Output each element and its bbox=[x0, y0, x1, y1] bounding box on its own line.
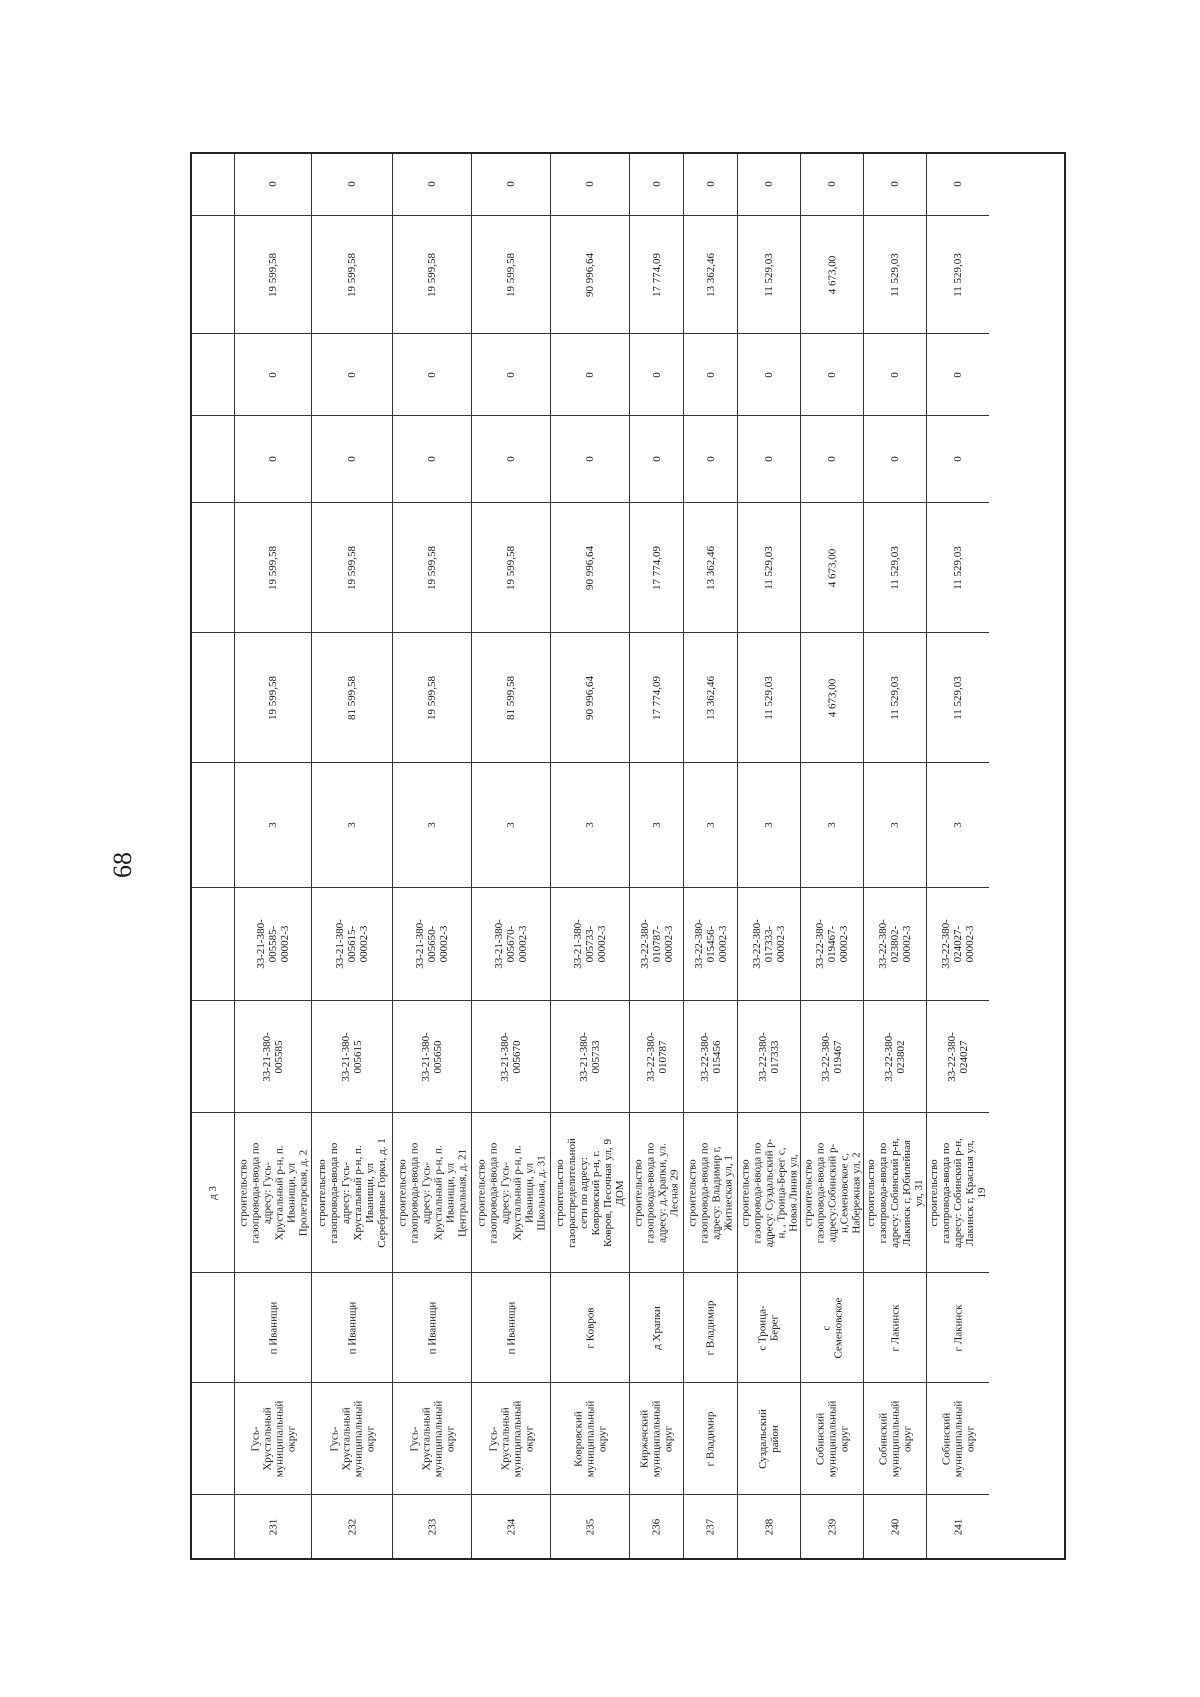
description-cell: строительство газопровода-ввода по адресу:Собинский р- н,Семеновское с, Набережная ул, 2 bbox=[801, 1112, 863, 1272]
value-2-cell: 19 599,58 bbox=[235, 502, 311, 632]
category-cell: 3 bbox=[738, 762, 800, 887]
table-row bbox=[392, 154, 471, 1558]
district-cell: Гусь- Хрустальный муниципальный округ bbox=[312, 1382, 392, 1494]
district-cell: Ковровский муниципальный округ bbox=[551, 1382, 629, 1494]
locality-cell: п Иванищи bbox=[393, 1272, 471, 1382]
description-cell: строительство газопровода-ввода по адресу: Гусь- Хрустальный р-н, п. Иванищи, ул Школьная, д. 31 bbox=[472, 1112, 550, 1272]
value-5-cell: 19 599,58 bbox=[472, 215, 550, 333]
description-cell: строительство газопровода-ввода по адресу: Гусь- Хрустальный р-н, п. Иванищи, ул Центральная, д. 21 bbox=[393, 1112, 471, 1272]
value-6-cell: 0 bbox=[826, 180, 838, 187]
locality-cell: с Семеновское bbox=[801, 1272, 863, 1382]
value-3-cell: 0 bbox=[235, 415, 311, 502]
row-number: 237 bbox=[684, 1494, 737, 1558]
district-cell: Собинский муниципальный округ bbox=[864, 1382, 926, 1494]
locality-cell bbox=[192, 1272, 234, 1382]
row-number: 235 bbox=[551, 1494, 629, 1558]
category-cell bbox=[192, 762, 234, 887]
category-cell: 3 bbox=[551, 762, 629, 887]
value-4-cell: 0 bbox=[551, 333, 629, 415]
code-cell: 33-21-380- 005585 bbox=[235, 1000, 311, 1112]
value-3-cell: 0 bbox=[630, 415, 683, 502]
category-cell: 3 bbox=[235, 762, 311, 887]
value-1-cell: 11 529,03 bbox=[927, 632, 989, 762]
table-row bbox=[629, 154, 683, 1558]
value-4-cell: 0 bbox=[312, 333, 392, 415]
value-5-cell: 11 529,03 bbox=[738, 215, 800, 333]
value-2-cell: 4 673,00 bbox=[801, 502, 863, 632]
description-cell: строительство газораспределительной сети по адресу: Ковровский р-н, г. Ковров, Песочная ул, 9 ДОМ bbox=[551, 1112, 629, 1272]
value-6-cell: 0 bbox=[426, 180, 438, 187]
value-4-cell: 0 bbox=[630, 333, 683, 415]
row-number: 233 bbox=[393, 1494, 471, 1558]
table-row bbox=[863, 154, 926, 1558]
value-4-cell bbox=[192, 333, 234, 415]
value-5-cell: 19 599,58 bbox=[235, 215, 311, 333]
code-cell: 33-22-380- 024027 bbox=[927, 1000, 989, 1112]
value-6-cell: 0 bbox=[763, 180, 775, 187]
value-6-cell: 0 bbox=[704, 180, 717, 187]
row-number bbox=[192, 1494, 234, 1558]
table-row bbox=[550, 154, 629, 1558]
value-1-cell: 81 599,58 bbox=[312, 632, 392, 762]
category-cell: 3 bbox=[312, 762, 392, 887]
value-2-cell: 11 529,03 bbox=[864, 502, 926, 632]
district-cell: Гусь- Хрустальный муниципальный округ bbox=[235, 1382, 311, 1494]
code-cell bbox=[192, 1000, 234, 1112]
header-text: д 3 bbox=[206, 1185, 219, 1200]
code-cell: 33-22-380- 017333 bbox=[738, 1000, 800, 1112]
row-number: 240 bbox=[864, 1494, 926, 1558]
value-4-cell: 0 bbox=[927, 333, 989, 415]
value-6-cell: 0 bbox=[889, 180, 901, 187]
locality-cell: д Храпки bbox=[630, 1272, 683, 1382]
value-1-cell: 17 774,09 bbox=[630, 632, 683, 762]
category-cell: 3 bbox=[630, 762, 683, 887]
full-code-cell: 33-22-380- 024027- 00002-3 bbox=[927, 887, 989, 1000]
description-cell: строительство газопровода-ввода по адресу: д.Храпки, ул. Лесная 29 bbox=[630, 1112, 683, 1272]
full-code-cell: 33-21-380- 005670- 00002-3 bbox=[472, 887, 550, 1000]
value-3-cell: 0 bbox=[393, 415, 471, 502]
value-1-cell: 11 529,03 bbox=[864, 632, 926, 762]
district-cell: Суздальский район bbox=[738, 1382, 800, 1494]
description-cell: строительство газопровода-ввода по адресу: Гусь- Хрустальный р-н, п. Иванищи, ул Пролетарская, д. 2 bbox=[235, 1112, 311, 1272]
value-2-cell: 19 599,58 bbox=[472, 502, 550, 632]
district-cell: Собинский муниципальный округ bbox=[927, 1382, 989, 1494]
gasification-table bbox=[190, 152, 1066, 1560]
value-4-cell: 0 bbox=[738, 333, 800, 415]
description-cell: строительство газопровода-ввода по адресу: Собинский р-н, Лакинск г, Красная ул, 19 bbox=[927, 1112, 989, 1272]
value-3-cell: 0 bbox=[864, 415, 926, 502]
value-5-cell: 4 673,00 bbox=[801, 215, 863, 333]
locality-cell: г Владимир bbox=[684, 1272, 737, 1382]
value-4-cell: 0 bbox=[801, 333, 863, 415]
value-6-cell bbox=[192, 152, 234, 215]
full-code-cell: 33-21-380- 005650- 00002-3 bbox=[393, 887, 471, 1000]
value-6-cell: 0 bbox=[584, 180, 596, 187]
full-code-cell: 33-22-380- 010787- 00002-3 bbox=[630, 887, 683, 1000]
value-1-cell: 11 529,03 bbox=[738, 632, 800, 762]
value-3-cell: 0 bbox=[801, 415, 863, 502]
value-2-cell: 11 529,03 bbox=[738, 502, 800, 632]
full-code-cell bbox=[192, 887, 234, 1000]
value-4-cell: 0 bbox=[684, 333, 737, 415]
value-6-cell: 0 bbox=[952, 180, 964, 187]
district-cell: Киржачский муниципальный округ bbox=[630, 1382, 683, 1494]
value-6-cell: 0 bbox=[650, 180, 663, 187]
full-code-cell: 33-22-380- 023802- 00002-3 bbox=[864, 887, 926, 1000]
value-2-cell: 19 599,58 bbox=[312, 502, 392, 632]
value-1-cell: 19 599,58 bbox=[393, 632, 471, 762]
description-cell: строительство газопровода-ввода по адресу: Собинский р-н, Лакинск г, Юбилейная ул, 31 bbox=[864, 1112, 926, 1272]
table-row bbox=[234, 154, 311, 1558]
table-row bbox=[471, 154, 550, 1558]
value-5-cell: 19 599,58 bbox=[312, 215, 392, 333]
description-cell: строительство газопровода-ввода по адресу: Гусь- Хрустальный р-н, п. Иванищи, ул Серебряные Горки, д. 1 bbox=[312, 1112, 392, 1272]
category-cell: 3 bbox=[927, 762, 989, 887]
table-row bbox=[926, 154, 989, 1558]
locality-cell: г Ковров bbox=[551, 1272, 629, 1382]
code-cell: 33-21-380- 005615 bbox=[312, 1000, 392, 1112]
row-number: 239 bbox=[801, 1494, 863, 1558]
value-2-cell: 90 996,64 bbox=[551, 502, 629, 632]
full-code-cell: 33-22-380- 019467- 00002-3 bbox=[801, 887, 863, 1000]
locality-cell: г Лакинск bbox=[864, 1272, 926, 1382]
value-3-cell: 0 bbox=[738, 415, 800, 502]
code-cell: 33-22-380- 015456 bbox=[684, 1000, 737, 1112]
table-row bbox=[737, 154, 800, 1558]
page-number: 68 bbox=[108, 852, 137, 878]
value-1-cell: 90 996,64 bbox=[551, 632, 629, 762]
row-number: 241 bbox=[927, 1494, 989, 1558]
value-5-cell: 11 529,03 bbox=[864, 215, 926, 333]
value-3-cell: 0 bbox=[312, 415, 392, 502]
code-cell: 33-21-380- 005670 bbox=[472, 1000, 550, 1112]
value-3-cell: 0 bbox=[472, 415, 550, 502]
code-cell: 33-22-380- 010787 bbox=[630, 1000, 683, 1112]
category-cell: 3 bbox=[472, 762, 550, 887]
category-cell: 3 bbox=[864, 762, 926, 887]
value-5-cell bbox=[192, 215, 234, 333]
value-5-cell: 11 529,03 bbox=[927, 215, 989, 333]
locality-cell: г Лакинск bbox=[927, 1272, 989, 1382]
code-cell: 33-21-380- 005733 bbox=[551, 1000, 629, 1112]
full-code-cell: 33-21-380- 005615- 00002-3 bbox=[312, 887, 392, 1000]
value-4-cell: 0 bbox=[864, 333, 926, 415]
table-row bbox=[683, 154, 737, 1558]
district-cell: Гусь- Хрустальный муниципальный округ bbox=[472, 1382, 550, 1494]
value-2-cell bbox=[192, 502, 234, 632]
locality-cell: п Иванищи bbox=[235, 1272, 311, 1382]
locality-cell: с Троица- Берег bbox=[738, 1272, 800, 1382]
full-code-cell: 33-21-380- 005585- 00002-3 bbox=[235, 887, 311, 1000]
district-cell: Собинский муниципальный округ bbox=[801, 1382, 863, 1494]
row-number: 232 bbox=[312, 1494, 392, 1558]
value-6-cell: 0 bbox=[505, 180, 517, 187]
value-1-cell: 13 362,46 bbox=[684, 632, 737, 762]
code-cell: 33-22-380- 023802 bbox=[864, 1000, 926, 1112]
description-cell bbox=[192, 1112, 234, 1272]
table-row bbox=[800, 154, 863, 1558]
value-2-cell: 11 529,03 bbox=[927, 502, 989, 632]
locality-cell: п Иванищи bbox=[312, 1272, 392, 1382]
value-4-cell: 0 bbox=[235, 333, 311, 415]
district-cell bbox=[192, 1382, 234, 1494]
locality-cell: п Иванищи bbox=[472, 1272, 550, 1382]
value-1-cell: 81 599,58 bbox=[472, 632, 550, 762]
value-1-cell bbox=[192, 632, 234, 762]
description-cell: строительство газопровода-ввода по адресу: Суздальский р- н, , Троица-Берег с, Новая Линия ул, bbox=[738, 1112, 800, 1272]
value-3-cell bbox=[192, 415, 234, 502]
description-cell: строительство газопровода-ввода по адресу: Владимир г, Житнеская ул, 1 bbox=[684, 1112, 737, 1272]
value-4-cell: 0 bbox=[393, 333, 471, 415]
row-number: 234 bbox=[472, 1494, 550, 1558]
full-code-cell: 33-22-380- 017333- 00002-3 bbox=[738, 887, 800, 1000]
code-cell: 33-22-380- 019467 bbox=[801, 1000, 863, 1112]
value-1-cell: 19 599,58 bbox=[235, 632, 311, 762]
full-code-cell: 33-21-380- 005733- 00002-3 bbox=[551, 887, 629, 1000]
district-cell: г Владимир bbox=[684, 1382, 737, 1494]
value-1-cell: 4 673,00 bbox=[801, 632, 863, 762]
value-2-cell: 13 362,46 bbox=[684, 502, 737, 632]
value-2-cell: 19 599,58 bbox=[393, 502, 471, 632]
value-3-cell: 0 bbox=[684, 415, 737, 502]
category-cell: 3 bbox=[684, 762, 737, 887]
value-5-cell: 19 599,58 bbox=[393, 215, 471, 333]
value-5-cell: 17 774,09 bbox=[630, 215, 683, 333]
header-column bbox=[192, 154, 234, 1558]
full-code-cell: 33-22-380- 015456- 00002-3 bbox=[684, 887, 737, 1000]
code-cell: 33-21-380- 005650 bbox=[393, 1000, 471, 1112]
category-cell: 3 bbox=[393, 762, 471, 887]
value-2-cell: 17 774,09 bbox=[630, 502, 683, 632]
table-row bbox=[311, 154, 392, 1558]
row-number: 231 bbox=[235, 1494, 311, 1558]
value-5-cell: 13 362,46 bbox=[684, 215, 737, 333]
value-4-cell: 0 bbox=[472, 333, 550, 415]
value-3-cell: 0 bbox=[927, 415, 989, 502]
district-cell: Гусь- Хрустальный муниципальный округ bbox=[393, 1382, 471, 1494]
value-3-cell: 0 bbox=[551, 415, 629, 502]
value-6-cell: 0 bbox=[346, 180, 358, 187]
category-cell: 3 bbox=[801, 762, 863, 887]
value-6-cell: 0 bbox=[267, 180, 279, 187]
row-number: 236 bbox=[630, 1494, 683, 1558]
value-5-cell: 90 996,64 bbox=[551, 215, 629, 333]
row-number: 238 bbox=[738, 1494, 800, 1558]
